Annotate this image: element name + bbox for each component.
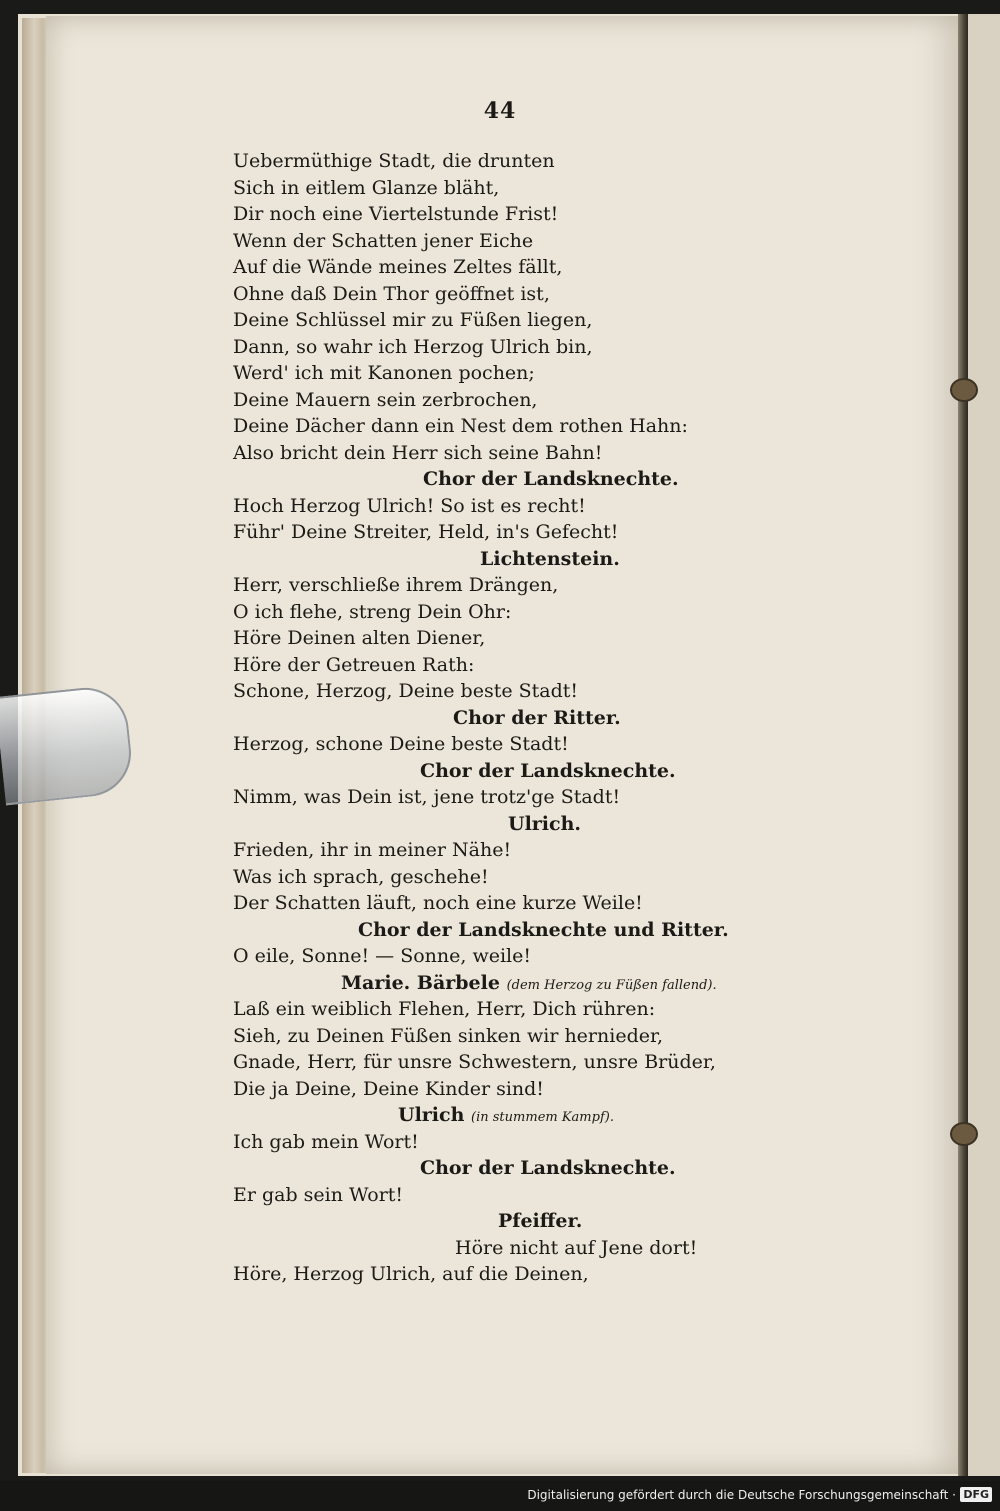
verse-line — [233, 678, 753, 705]
line-text: Chor der Ritter. — [453, 706, 621, 729]
verse-line — [233, 943, 753, 970]
line-text: Chor der Landsknechte. — [423, 468, 679, 490]
line-text: Hoch Herzog Ulrich! So ist es recht! — [233, 494, 586, 517]
verse-line — [233, 1023, 753, 1050]
line-text: Chor der Landsknechte und Ritter. — [358, 918, 729, 941]
line-text: Ohne daß Dein Thor geöffnet ist, — [233, 282, 550, 305]
speaker-heading — [233, 466, 753, 493]
verse-line — [233, 1129, 753, 1156]
line-text: Marie. Bärbele — [341, 971, 500, 994]
verse-line — [233, 572, 753, 599]
verse-line — [233, 175, 753, 202]
line-text: Was ich sprach, geschehe! — [233, 865, 489, 888]
verse-line — [233, 334, 753, 361]
speaker-heading — [233, 1102, 753, 1129]
verse-line — [233, 1076, 753, 1103]
speaker-heading — [233, 970, 753, 997]
footer-credit: Digitalisierung gefördert durch die Deutsche Forschungsgemeinschaft · — [527, 1488, 956, 1502]
verse-line — [233, 413, 753, 440]
binding-ring-icon — [950, 378, 978, 402]
line-text: Uebermüthige Stadt, die drunten — [233, 150, 555, 172]
line-text: O eile, Sonne! — Sonne, weile! — [233, 945, 532, 967]
line-text: Auf die Wände meines Zeltes fällt, — [233, 256, 563, 278]
speaker-heading — [233, 705, 753, 732]
verse-line — [233, 254, 753, 281]
facing-page-edge — [968, 14, 1000, 1476]
line-text: Wenn der Schatten jener Eiche — [233, 229, 534, 252]
verse-line — [233, 387, 753, 414]
verse-line — [233, 440, 753, 467]
verse-line — [233, 1049, 753, 1076]
verse-line — [233, 996, 753, 1023]
line-text: Der Schatten läuft, noch eine kurze Weile! — [233, 892, 643, 914]
line-text: Höre der Getreuen Rath: — [233, 653, 475, 676]
stage-direction: (in stummem Kampf). — [471, 1110, 614, 1125]
verse-line — [233, 652, 753, 679]
line-text: Werd' ich mit Kanonen pochen; — [233, 362, 535, 384]
speaker-heading — [233, 546, 753, 573]
verse-line — [233, 625, 753, 652]
verse-line — [233, 890, 753, 917]
line-text: Lichtenstein. — [480, 547, 620, 570]
verse-line — [233, 1261, 753, 1288]
line-text: Nimm, was Dein ist, jene trotz'ge Stadt! — [233, 786, 621, 808]
verse-line — [233, 360, 753, 387]
line-text: Schone, Herzog, Deine beste Stadt! — [233, 680, 579, 702]
line-text: Höre Deinen alten Diener, — [233, 627, 486, 649]
speaker-heading — [233, 1208, 753, 1235]
verse-line — [233, 493, 753, 520]
line-text: Chor der Landsknechte. — [420, 759, 676, 782]
line-text: Höre, Herzog Ulrich, auf die Deinen, — [233, 1263, 589, 1285]
speaker-heading — [233, 1155, 753, 1182]
line-text: Höre nicht auf Jene dort! — [455, 1236, 698, 1259]
verse-line — [233, 864, 753, 891]
line-text: Dir noch eine Viertelstunde Frist! — [233, 203, 559, 225]
line-text: Herr, verschließe ihrem Drängen, — [233, 574, 559, 596]
verse-line — [233, 837, 753, 864]
verse-line — [233, 201, 753, 228]
line-text: Deine Dächer dann ein Nest dem rothen Hahn: — [233, 415, 688, 437]
verse-line — [233, 599, 753, 626]
line-text: Deine Mauern sein zerbrochen, — [233, 388, 538, 411]
line-text: Frieden, ihr in meiner Nähe! — [233, 839, 512, 861]
line-text: Ulrich. — [508, 812, 582, 835]
page-number: 44 — [483, 98, 517, 124]
line-text: Ulrich — [398, 1104, 465, 1126]
line-text: Führ' Deine Streiter, Held, in's Gefecht! — [233, 521, 619, 543]
dfg-logo: DFG — [960, 1487, 992, 1502]
footer-bar — [0, 1481, 1000, 1511]
speaker-heading — [233, 917, 753, 944]
line-text: Gnade, Herr, für unsre Schwestern, unsre Brüder, — [233, 1051, 716, 1073]
speaker-heading — [233, 811, 753, 838]
binding-ring-icon — [950, 1122, 978, 1146]
page-text — [233, 148, 753, 1288]
line-text: Laß ein weiblich Flehen, Herr, Dich rühren: — [233, 998, 656, 1020]
line-text: Sich in eitlem Glanze bläht, — [233, 176, 500, 199]
verse-line — [233, 1182, 753, 1209]
line-text: Pfeiffer. — [498, 1210, 583, 1232]
line-text: Chor der Landsknechte. — [420, 1157, 676, 1179]
verse-line — [233, 307, 753, 334]
line-text: Also bricht dein Herr sich seine Bahn! — [233, 441, 603, 464]
verse-line — [233, 519, 753, 546]
line-text: Deine Schlüssel mir zu Füßen liegen, — [233, 309, 593, 331]
line-text: Dann, so wahr ich Herzog Ulrich bin, — [233, 335, 593, 358]
verse-line — [233, 784, 753, 811]
verse-line — [233, 1235, 753, 1262]
verse-line — [233, 281, 753, 308]
line-text: Er gab sein Wort! — [233, 1183, 404, 1206]
line-text: Die ja Deine, Deine Kinder sind! — [233, 1077, 544, 1100]
line-text: Herzog, schone Deine beste Stadt! — [233, 733, 569, 755]
verse-line — [233, 731, 753, 758]
line-text: O ich flehe, streng Dein Ohr: — [233, 600, 512, 623]
line-text: Sieh, zu Deinen Füßen sinken wir hernieder, — [233, 1024, 664, 1047]
book-gutter — [958, 14, 968, 1476]
verse-line — [233, 148, 753, 175]
stage-direction: (dem Herzog zu Füßen fallend). — [506, 977, 717, 993]
line-text: Ich gab mein Wort! — [233, 1130, 419, 1153]
speaker-heading — [233, 758, 753, 785]
verse-line — [233, 228, 753, 255]
